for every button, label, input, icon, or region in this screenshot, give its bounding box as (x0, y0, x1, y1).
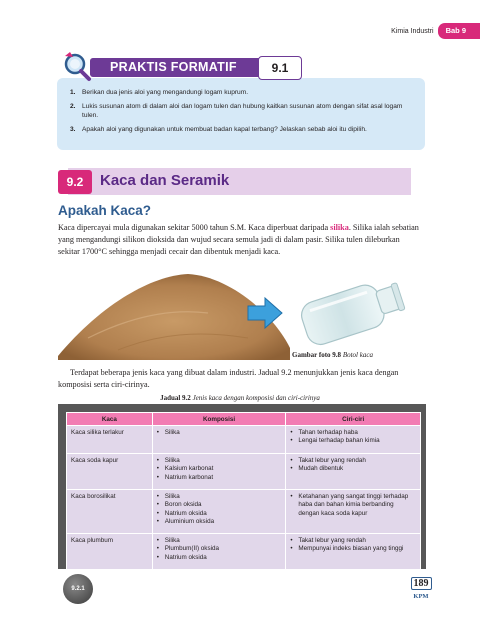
praktis-formatif-number: 9.1 (258, 56, 302, 80)
publisher-label: KPM (413, 593, 429, 600)
chapter-tab: Bab 9 (438, 23, 480, 39)
paragraph-table-intro: Terdapat beberapa jenis kaca yang dibuat dalam industri. Jadual 9.2 menunjukkan jenis kaca dengan komposisi serta ciri-cirinya. (58, 368, 399, 389)
table-cell-kaca: Kaca plumbum (67, 534, 153, 570)
table-cell-kaca: Kaca borosilikat (67, 490, 153, 534)
question-item: 3. Apakah aloi yang digunakan untuk membuat badan kapal terbang? Jelaskan sebab aloi itu dipilih. (70, 126, 367, 133)
table-cell-ciri: • Ketahanan yang sangat tinggi terhadap haba dan bahan kimia berbanding dengan kaca soda kapur (286, 490, 421, 534)
page-number-block (407, 573, 435, 600)
section-number: 9.2 (58, 170, 92, 194)
table-cell-komposisi: • Silika • Plumbum(II) oksida • Natrium oksida (152, 534, 286, 570)
photo-caption: Gambar foto 9.8 Botol kaca (292, 351, 373, 359)
sand-and-glass-bottle-photo (58, 268, 420, 360)
table-caption: Jadual 9.2 Jenis kaca dengan komposisi dan ciri-cirinya (160, 394, 320, 402)
table-header-row (67, 413, 421, 426)
column-header: Komposisi (152, 413, 286, 426)
column-header: Ciri-ciri (286, 413, 421, 426)
praktis-formatif-title: PRAKTIS FORMATIF (90, 58, 300, 77)
keyword-silika: silika (330, 223, 349, 232)
praktis-formatif-questions (70, 88, 415, 139)
table-row (67, 534, 421, 570)
page-number: 189 (411, 577, 432, 590)
table-cell-ciri: • Takat lebur yang rendah • Mudah dibentuk (286, 454, 421, 490)
table-cell-ciri: • Takat lebur yang rendah • Mempunyai indeks biasan yang tinggi (286, 534, 421, 570)
table-cell-kaca: Kaca silika terlakur (67, 426, 153, 454)
running-header-subject: Kimia Industri (391, 27, 434, 35)
glass-types-table (66, 412, 421, 570)
learning-standard-badge: 9.2.1 (63, 574, 93, 604)
table-cell-komposisi: • Silika (152, 426, 286, 454)
table-row (67, 426, 421, 454)
column-header: Kaca (67, 413, 153, 426)
table-row (67, 454, 421, 490)
table-cell-komposisi: • Silika • Boron oksida • Natrium oksida • Aluminium oksida (152, 490, 286, 534)
question-item: 2. Lukis susunan atom di dalam aloi dan logam tulen dan hubung kaitkan susunan atom dengan sifat asal logam tulen. (70, 103, 403, 119)
table-cell-ciri: • Tahan terhadap haba • Lengai terhadap bahan kimia (286, 426, 421, 454)
table-cell-kaca: Kaca soda kapur (67, 454, 153, 490)
paragraph-intro: Kaca dipercayai mula digunakan sekitar 5000 tahun S.M. Kaca diperbuat daripada silika. Silika ialah sebatian yang mengandungi silikon dioksida dan wujud secara semula jadi di dalam pasir. Silika tulen dileburkan sekitar 1700°C sehingga menjadi cecair dan dibentuk menjadi kaca. (58, 223, 419, 256)
magnifier-icon (62, 50, 94, 82)
question-item: 1. Berikan dua jenis aloi yang mengandungi logam kuprum. (70, 89, 249, 96)
table-cell-komposisi: • Silika • Kalsium karbonat • Natrium karbonat (152, 454, 286, 490)
subheading: Apakah Kaca? (58, 203, 152, 218)
running-header (391, 22, 480, 40)
section-title: Kaca dan Seramik (100, 172, 230, 189)
table-row (67, 490, 421, 534)
